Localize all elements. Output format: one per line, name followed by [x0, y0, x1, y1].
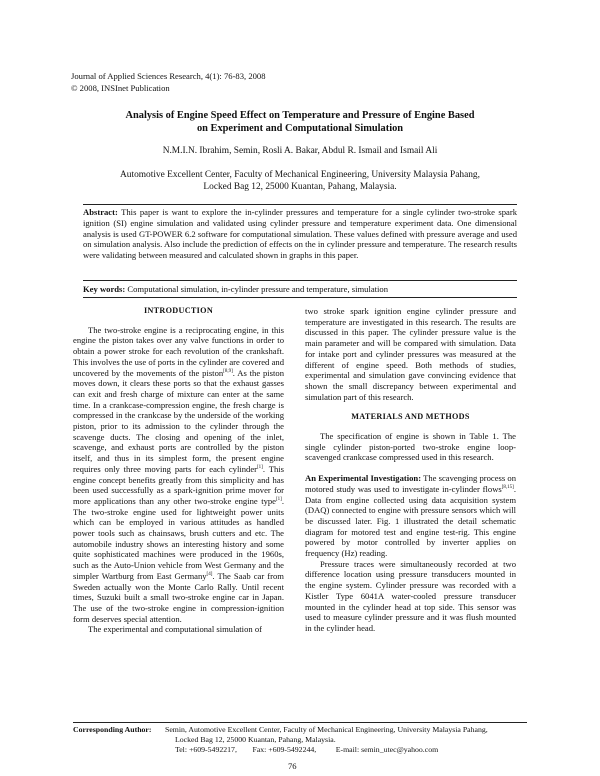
title-line-1: Analysis of Engine Speed Effect on Temperature and Pressure of Engine Based [125, 110, 475, 121]
email: E-mail: semin_utec@yahoo.com [335, 744, 439, 754]
paper-title [90, 109, 510, 135]
page-number: 76 [288, 761, 297, 771]
methods-paragraph-1: The specification of engine is shown in Table 1. The single cylinder piston-ported two-stroke engine loop-scavenged crankcase compressed used in this research. [305, 431, 516, 463]
fax: Fax: +609-5492244, [252, 744, 317, 754]
journal-citation: Journal of Applied Sciences Research, 4(1): 76-83, 2008 [71, 71, 266, 81]
affiliation-line-1: Automotive Excellent Center, Faculty of Mechanical Engineering, University Malaysia Pahang, [120, 170, 480, 180]
pressure-traces-paragraph: Pressure traces were simultaneously recorded at two difference location using pressure transducers mounted in the engine system. Cylinder pressure was recorded with a Kistler Type 6041A water-cooled pressure transducer mounted in the cylinder head at top side. This sensor was used to measure cylinder pressure and it was flush mounted in the cylinder head. [305, 558, 516, 633]
intro-paragraph-1: The two-stroke engine is a reciprocating engine, in this engine the piston takes over any valve functions in order to obtain a power stroke for each revolution of the crankshaft. This involves the use of ports in the cylinder are covered and uncovered by the movements of the piston[8,9]. As the piston moves down, it clears these ports so that the exhaust gasses can exit and fresh charge of mixture can enter at the same time. In a crankcase-compression engine, the fresh charge is compressed in the crankcase by the underside of the working piston, prior to its admission to the cylinder through the scavenge ducts. The closing and opening of the inlet, scavenge, and exhaust ports are controlled by the piston itself, and thus in its simplest form, the present engine requires only three moving parts for each cylinder[1]. This engine concept benefits greatly from this simplicity and has been used successfully as a spark-ignition prime mover for more applications than any other two-stroke engine type[1]. The two-stroke engine used for lightweight power units which can be employed in various attitudes as handled power tools such as chainsaws, brush cutters and etc. The automobile industry shows an interesting history and some quite sophisticated machines were produced in the 1960s, such as the Auto-Union vehicle from West Germany and the simpler Wartburg from East Germany[4]. The Saab car from Sweden actually won the Monte Carlo Rally. Until recent times, Suzuki built a small two-stroke engine car in Japan. The use of the two-stroke engine in compression-ignition form deserves special attention. [73, 324, 284, 624]
tel: Tel: +609-5492217, [175, 744, 237, 754]
section-heading-introduction: INTRODUCTION [143, 306, 214, 315]
left-column [73, 306, 284, 635]
abstract [83, 207, 517, 261]
keywords-bottom-rule [83, 297, 517, 298]
copyright-line: © 2008, INSInet Publication [71, 83, 170, 93]
corresponding-author-label: Corresponding Author: [73, 725, 152, 734]
abstract-top-rule [83, 204, 517, 205]
author-list: N.M.I.N. Ibrahim, Semin, Rosli A. Bakar, Abdul R. Ismail and Ismail Ali [162, 146, 438, 156]
keywords-text: Computational simulation, in-cylinder pressure and temperature, simulation [127, 284, 389, 294]
affiliation-line-2: Locked Bag 12, 25000 Kuantan, Pahang, Malaysia. [203, 181, 397, 192]
intro-paragraph-2: The experimental and computational simulation of [88, 624, 262, 635]
abstract-text: This paper is want to explore the in-cylinder pressures and temperature for a single cylinder two-stroke spark ignition (SI) engine simulation and validated using cylinder pressure and temperature experiment data. One dimensional analysis is used GT-POWER 6.2 software for computational simulation. These values defined with pressure average and used on simulation analysis. Also include the prediction of effects on the in cylinder pressure and temperature. The research results were validating between measured and calculated shown in graphs in this paper. [83, 207, 517, 261]
experimental-investigation-label: An Experimental Investigation: [305, 473, 422, 484]
section-heading-materials-methods: MATERIALS AND METHODS [351, 412, 470, 422]
corresponding-address-line-2: Locked Bag 12, 25000 Kuantan, Pahang, Malaysia. [175, 734, 336, 744]
experimental-investigation-paragraph: An Experimental Investigation: The scavenging process on motored study was used to investigate in-cylinder flows[8,15]. Data from engine collected using data acquisition system (DAQ) connected to engine with pressure sensors which will be discussed later. Fig. 1 illustrated the detail schematic diagram for motored test and engine test-rig. This engine powered by motor controlled by inverter applies on frequency (Hz) reading. [305, 473, 517, 559]
abstract-bottom-rule [83, 280, 517, 281]
keywords-label: Key words: [83, 284, 126, 294]
abstract-label: Abstract: [83, 207, 118, 217]
corresponding-address-line-1: Semin, Automotive Excellent Center, Faculty of Mechanical Engineering, University Malaysia Pahang, [165, 725, 488, 734]
keywords [83, 284, 517, 294]
affiliation [60, 170, 540, 193]
footer-rule [73, 722, 527, 723]
journal-header [71, 70, 266, 94]
corresponding-author [73, 725, 533, 754]
intro-continuation: two stroke spark ignition engine cylinder pressure and temperature are investigated in this research. The results are discussed in this paper. The cylinder pressure value is the main parameter and will be compared with simulation. Data for intake port and cylinder pressures was measured at the different of engine speed. Both methods of studies, experimental and simulation gave convincing evidence that shown the small discrepancy between experimental and simulation part of this research. [305, 306, 516, 402]
title-line-2: on Experiment and Computational Simulation [196, 123, 404, 134]
right-column [305, 306, 516, 634]
